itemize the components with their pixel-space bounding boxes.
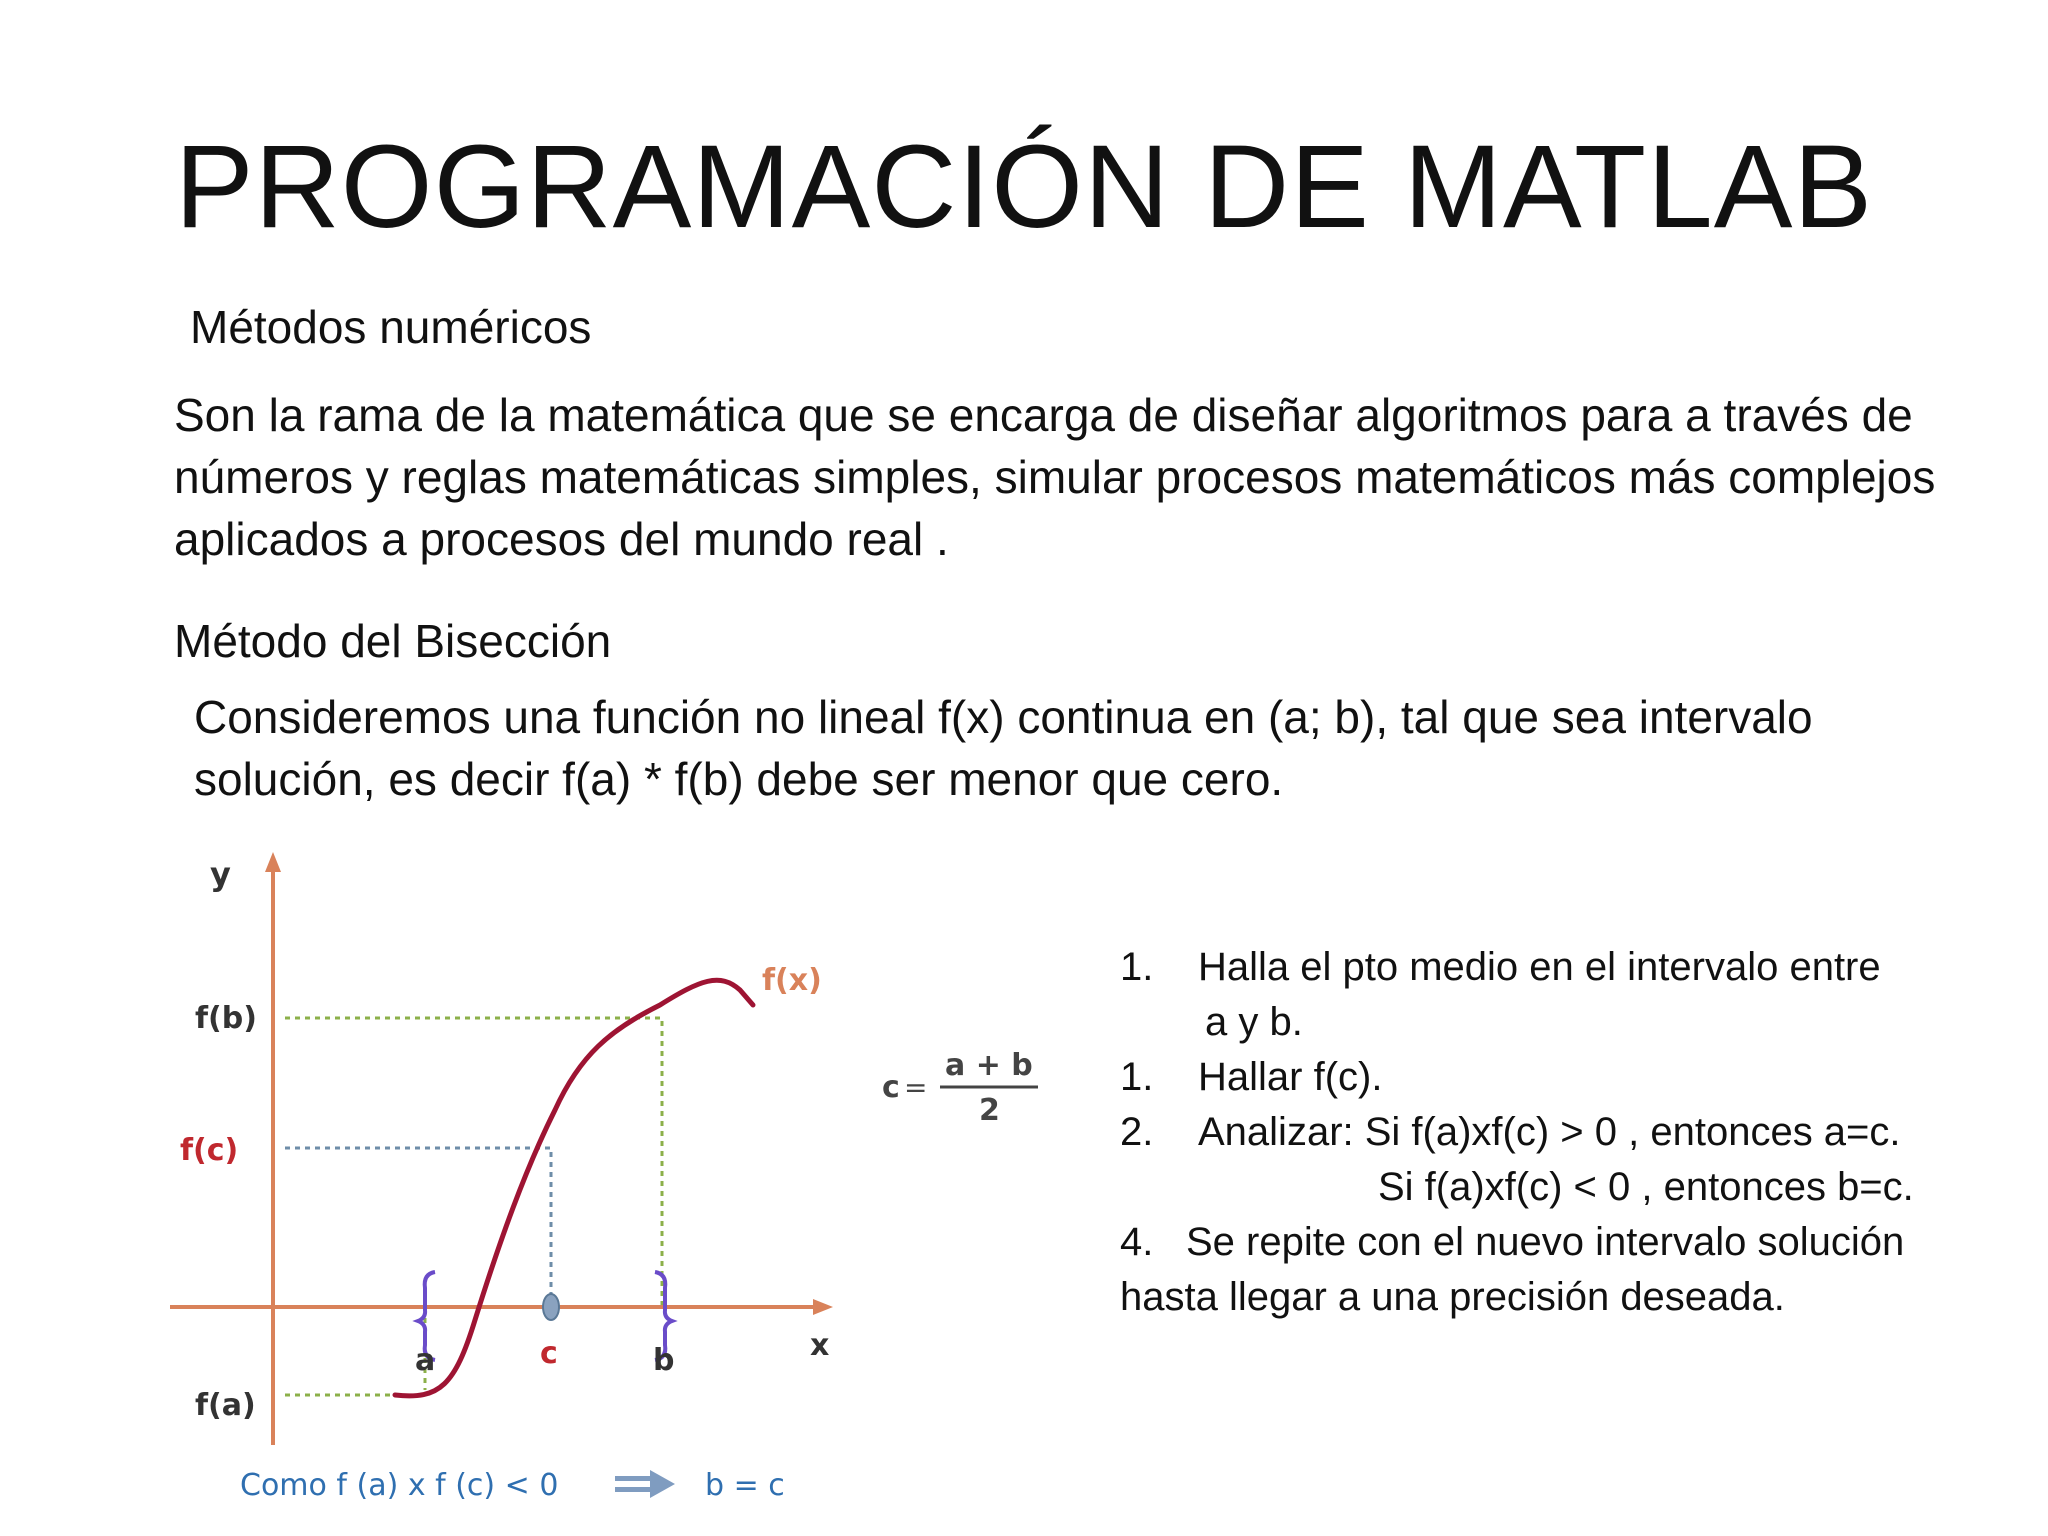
method-desc-line: Consideremos una función no lineal f(x) continua en (a; b), tal que sea intervalo — [194, 691, 1813, 743]
paragraph-line: Son la rama de la matemática que se encarga de diseñar algoritmos para a través de — [174, 389, 1913, 441]
step-number: 1. — [1120, 1055, 1154, 1099]
paragraph-line: aplicados a procesos del mundo real . — [174, 513, 949, 565]
function-curve — [395, 980, 753, 1396]
formula-equals: = — [904, 1071, 928, 1104]
x-axis-label: x — [810, 1328, 830, 1363]
section-subtitle: Métodos numéricos — [190, 301, 592, 353]
step-continuation: hasta llegar a una precisión deseada. — [1120, 1275, 1785, 1319]
formula-lhs: c — [882, 1070, 900, 1105]
bisection-diagram — [150, 840, 850, 1530]
step-text: Analizar: Si f(a)xf(c) > 0 , entonces a=c. — [1198, 1110, 1901, 1154]
step-text: Hallar f(c). — [1198, 1055, 1383, 1099]
step-continuation: Si f(a)xf(c) < 0 , entonces b=c. — [1378, 1165, 1914, 1209]
fc-label: f(c) — [180, 1133, 239, 1168]
method-heading: Método del Bisección — [174, 615, 612, 667]
step-item — [1120, 1105, 2020, 1215]
step-item — [1120, 1050, 2020, 1105]
midpoint-c-marker — [543, 1294, 559, 1320]
caption-condition: Como f (a) x f (c) < 0 — [240, 1468, 559, 1503]
fc-guide — [285, 1148, 551, 1305]
step-item — [1120, 940, 2020, 1050]
fa-label: f(a) — [195, 1388, 256, 1423]
a-label: a — [415, 1343, 436, 1378]
formula-numerator: a + b — [945, 1048, 1033, 1083]
b-label: b — [653, 1343, 675, 1378]
step-number: 1. — [1120, 945, 1154, 989]
method-desc-line: solución, es decir f(a) * f(b) debe ser menor que cero. — [194, 753, 1284, 805]
y-axis-arrow — [265, 852, 281, 872]
step-continuation: a y b. — [1205, 1000, 1303, 1044]
caption-result: b = c — [705, 1468, 785, 1503]
step-number: 4. — [1120, 1220, 1154, 1264]
c-label: c — [540, 1336, 558, 1371]
method-description — [194, 686, 1994, 810]
slide-title: PROGRAMACIÓN DE MATLAB — [174, 121, 1874, 253]
midpoint-formula — [880, 1045, 1050, 1125]
formula-denominator: 2 — [979, 1093, 1000, 1125]
algorithm-steps — [1120, 940, 2020, 1325]
double-arrow-icon — [615, 1470, 675, 1498]
fb-label: f(b) — [195, 1001, 257, 1036]
y-axis-label: y — [210, 855, 231, 893]
x-axis-arrow — [813, 1299, 833, 1315]
step-text: Se repite con el nuevo intervalo solución — [1186, 1220, 1905, 1264]
paragraph-line: números y reglas matemáticas simples, simular procesos matemáticos más complejos — [174, 451, 1936, 503]
definition-paragraph — [174, 384, 2004, 570]
fb-guide — [285, 1018, 662, 1305]
step-number: 2. — [1120, 1110, 1154, 1154]
step-item — [1120, 1215, 2020, 1325]
fx-label: f(x) — [762, 963, 822, 998]
step-text: Halla el pto medio en el intervalo entre — [1198, 945, 1881, 989]
